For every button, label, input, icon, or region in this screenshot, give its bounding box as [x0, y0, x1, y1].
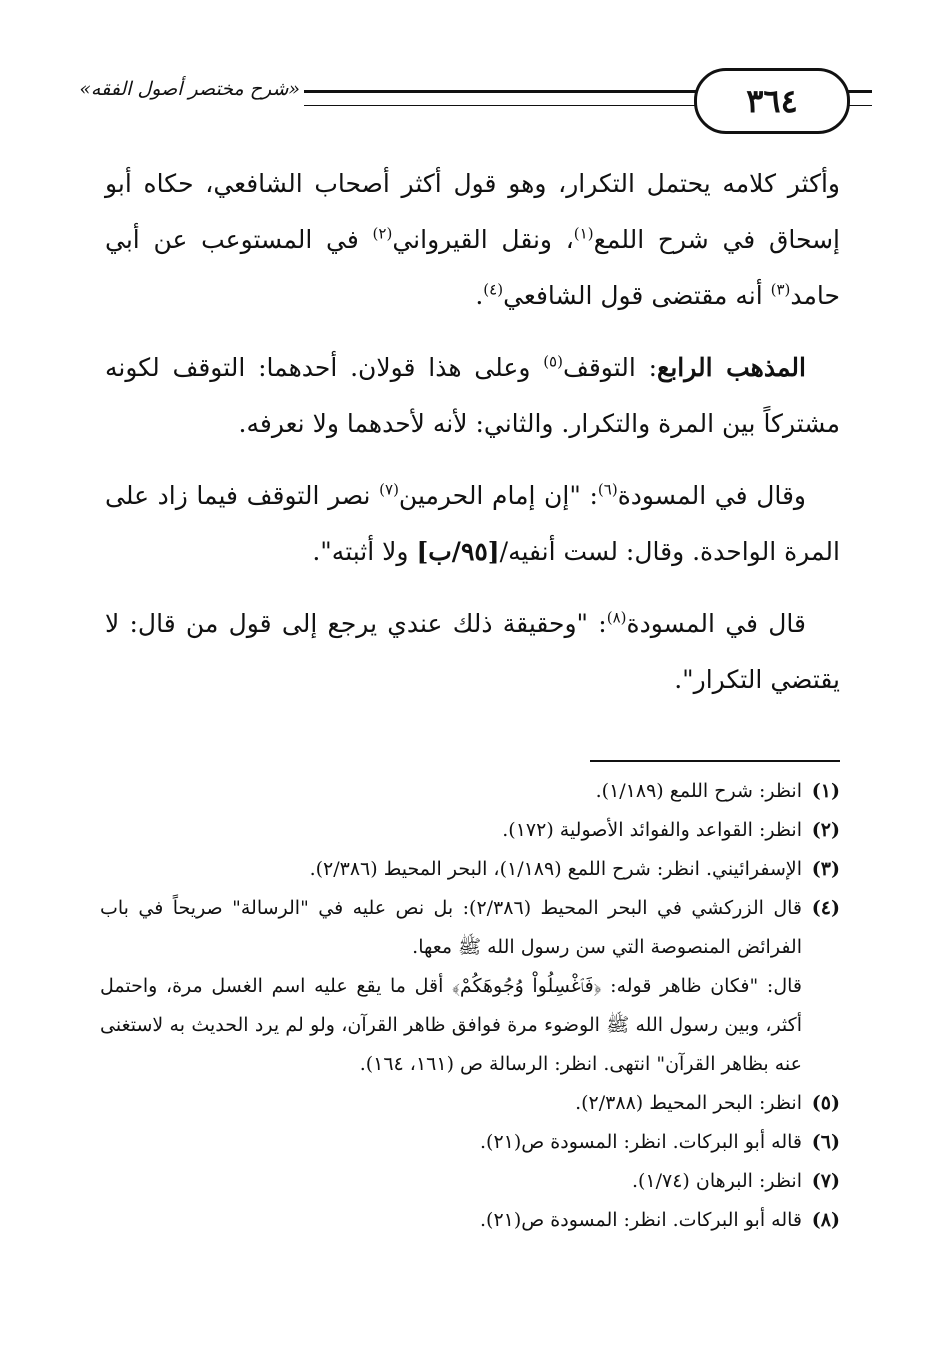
- footnote-line: قال الزركشي في البحر المحيط (٢/٣٨٦): بل نص عليه في "الرسالة" صريحاً في باب الفرائض المنصوصة التي سن رسول الله ﷺ معها.: [100, 897, 802, 958]
- text-run: قال في المسودة: [626, 609, 806, 638]
- footnote-number: (١): [811, 780, 840, 802]
- footnote-text: [100, 1201, 802, 1240]
- main-text: [105, 156, 840, 724]
- footnote-ref: (٥): [543, 352, 563, 371]
- footnote: [100, 1201, 840, 1240]
- page-number: ٣٦٤: [694, 68, 850, 134]
- footnote-ref: (٣): [770, 280, 791, 299]
- footnote-text: [100, 772, 802, 811]
- running-header: [79, 62, 850, 132]
- text-run: : "إن إمام الحرمين: [398, 481, 598, 510]
- text-run: في المستوعب عن أبي حامد: [105, 225, 840, 310]
- header-rule-right: [848, 90, 872, 106]
- text-run: وعلى هذا قولان. أحدهما: التوقف لكونه مشتركاً بين المرة والتكرار. والثاني: لأنه لأحدهما ولا نعرفه.: [105, 353, 840, 438]
- footnote-text: [100, 889, 802, 1084]
- footnote-ref: (٧): [379, 480, 399, 499]
- text-run: : "وحقيقة ذلك عندي يرجع إلى قول من قال: لا يقتضي التكرار".: [105, 609, 840, 694]
- footnote: [100, 811, 840, 850]
- footnote-line: الإسفرائيني. انظر: شرح اللمع (١/١٨٩)، البحر المحيط (٢/٣٨٦).: [309, 858, 802, 880]
- footnote-ref: (٢): [372, 224, 393, 243]
- footnote-text: [100, 1084, 802, 1123]
- running-title: «شرح مختصر أصول الفقه»: [79, 78, 300, 100]
- text-run: : التوقف: [562, 353, 658, 382]
- footnote-text: [100, 1162, 802, 1201]
- footnote: [100, 889, 840, 1084]
- footnote-ref: (٦): [597, 480, 618, 499]
- paragraph-3: [105, 468, 840, 580]
- footnote-line: انظر: البحر المحيط (٢/٣٨٨).: [575, 1092, 802, 1114]
- footnote: [100, 772, 840, 811]
- manuscript-folio-marker: [٩٥/ب]: [416, 537, 500, 566]
- text-run: .: [475, 281, 484, 310]
- footnote-ref: (٤): [483, 280, 504, 299]
- footnote-number: (٦): [811, 1131, 840, 1153]
- text-run: وقال في المسودة: [617, 481, 807, 510]
- footnote-line: انظر: شرح اللمع (١/١٨٩).: [595, 780, 802, 802]
- footnote-text: [100, 1123, 802, 1162]
- text-run: وأكثر كلامه يحتمل التكرار، وهو قول أكثر أصحاب الشافعي، حكاه أبو إسحاق في شرح اللمع: [105, 169, 840, 254]
- footnote: [100, 1123, 840, 1162]
- section-term: المذهب الرابع: [657, 353, 806, 382]
- footnote-line: انظر: القواعد والفوائد الأصولية (١٧٢).: [502, 819, 802, 841]
- text-run: أنه مقتضى قول الشافعي: [503, 281, 771, 310]
- footnote-text: [100, 811, 802, 850]
- footnote-separator: [590, 760, 840, 762]
- footnote-number: (٣): [811, 858, 840, 880]
- footnote-ref: (١): [573, 224, 594, 243]
- footnote-text: [100, 850, 802, 889]
- footnote-number: (٥): [811, 1092, 840, 1114]
- footnote-ref: (٨): [606, 608, 627, 627]
- footnote: [100, 1084, 840, 1123]
- text-run: ، ونقل القيرواني: [392, 225, 574, 254]
- paragraph-4: [105, 596, 840, 708]
- footnote-number: (٧): [811, 1170, 840, 1192]
- header-rule: [304, 90, 700, 106]
- text-run: نصر التوقف فيما زاد على المرة الواحدة. وقال: لست أنفيه/: [105, 481, 840, 566]
- footnote-line: قاله أبو البركات. انظر: المسودة ص(٢١).: [479, 1209, 802, 1231]
- paragraph-2: [105, 340, 840, 452]
- footnote-line: انظر: البرهان (١/٧٤).: [631, 1170, 802, 1192]
- paragraph-1: [105, 156, 840, 324]
- footnotes: [100, 772, 840, 1240]
- text-run: ولا أثبته".: [312, 537, 417, 566]
- footnote-number: (٤): [811, 897, 840, 919]
- footnote: [100, 1162, 840, 1201]
- footnote-line: قال: "فكان ظاهر قوله: ﴿فَٱغْسِلُواْ وُجُوهَكُمْ﴾ أقل ما يقع عليه اسم الغسل مرة، واحتمل أكثر، وبين رسول الله ﷺ الوضوء مرة فوافق ظاهر القرآن، ولو لم يرد الحديث به لاستغنى عنه بظاهر القرآن" انتهى. انظر: الرسالة ص (١٦١، ١٦٤).: [100, 975, 802, 1075]
- footnote-number: (٨): [811, 1209, 840, 1231]
- footnote: [100, 850, 840, 889]
- footnote-line: قاله أبو البركات. انظر: المسودة ص(٢١).: [479, 1131, 802, 1153]
- footnote-number: (٢): [811, 819, 840, 841]
